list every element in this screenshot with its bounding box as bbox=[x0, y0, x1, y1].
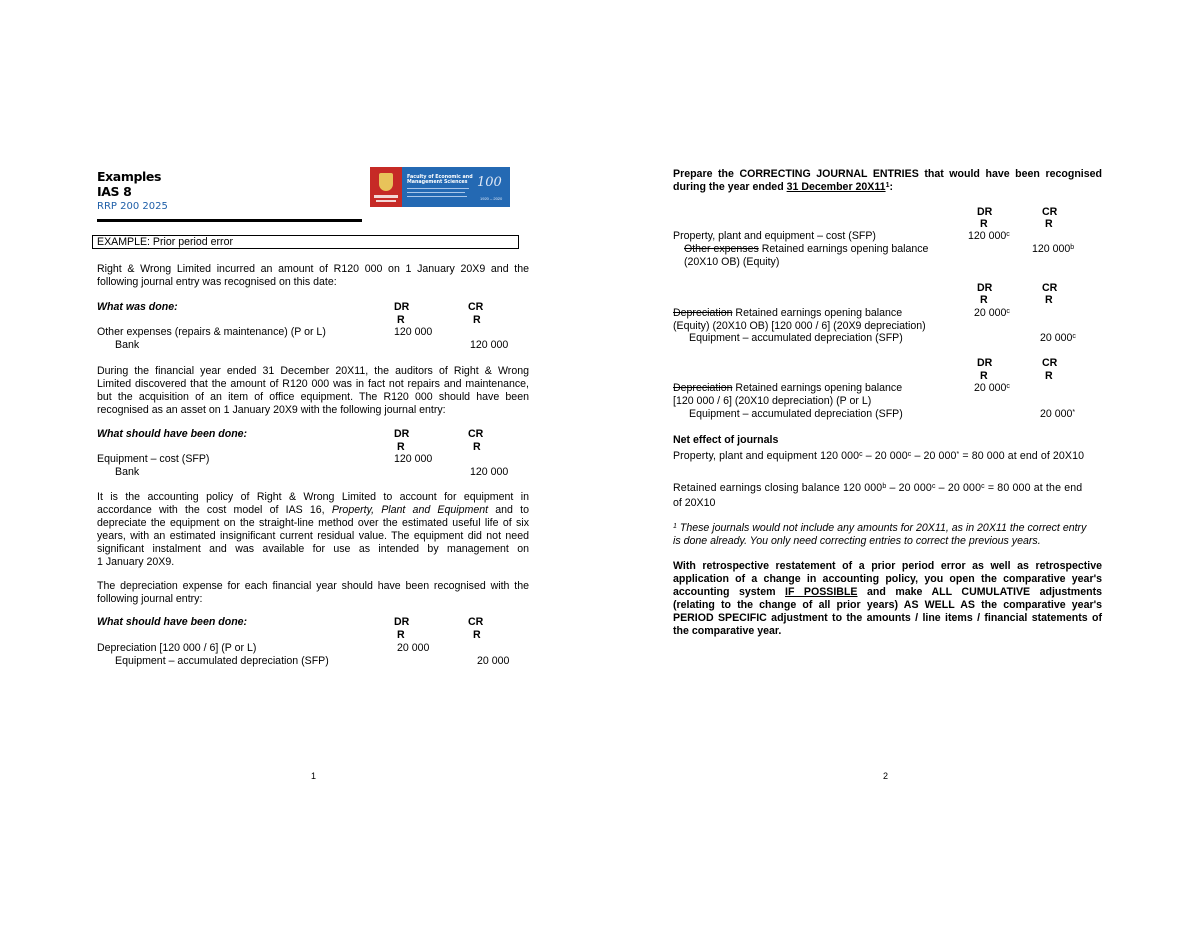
page-number: 2 bbox=[883, 771, 889, 781]
cr-header: CR bbox=[468, 616, 484, 628]
dr-r: R bbox=[397, 314, 405, 326]
header-rule bbox=[97, 219, 362, 222]
credit-account: Bank bbox=[115, 339, 140, 351]
module-code: RRP 200 2025 bbox=[97, 201, 168, 212]
j3-debit-account: Depreciation Retained earnings opening balance bbox=[673, 382, 903, 394]
dr-header: DR bbox=[394, 301, 410, 313]
j3-credit-amount: 20 000* bbox=[1040, 408, 1076, 420]
credit-amount: 120 000 bbox=[470, 339, 509, 351]
dr-r: R bbox=[980, 294, 988, 306]
j2-debit-account-cont: (Equity) (20X10 OB) [120 000 / 6] (20X9 depreciation) bbox=[673, 320, 926, 332]
cr-r: R bbox=[1045, 218, 1053, 230]
dr-header: DR bbox=[977, 357, 993, 369]
page-2 bbox=[600, 0, 1200, 927]
cr-r: R bbox=[473, 314, 481, 326]
j3-credit-account: Equipment – accumulated depreciation (SFP) bbox=[689, 408, 903, 420]
cr-header: CR bbox=[1042, 357, 1058, 369]
j3-debit-account-cont: [120 000 / 6] (20X10 depreciation) (P or L) bbox=[673, 395, 872, 407]
dr-r: R bbox=[397, 629, 405, 641]
during-paragraph: During the financial year ended 31 December 20X11, the auditors of Right & Wrong Limited discovered that the amount of R120 000 was in fact not repairs and maintenance, but the acquisition of an item of office equipment. The R120 000 should have been recognised as an asset on 1 January 20X9 with the following journal entry: bbox=[97, 365, 529, 416]
doc-subtitle: IAS 8 bbox=[97, 184, 132, 199]
footnote: $^1$ These journals would not include any amounts for 20X11, as in 20X11 the correct entry bbox=[673, 522, 1087, 534]
j1-credit-account-cont: (20X10 OB) (Equity) bbox=[684, 256, 780, 268]
depreciation-paragraph: The depreciation expense for each financial year should have been recognised with the following journal entry: bbox=[97, 580, 529, 605]
cr-header: CR bbox=[468, 428, 484, 440]
dr-header: DR bbox=[394, 428, 410, 440]
net-effect-heading: Net effect of journals bbox=[673, 434, 779, 446]
cr-r: R bbox=[473, 629, 481, 641]
j1-debit-account: Property, plant and equipment – cost (SFP) bbox=[673, 230, 876, 242]
policy-paragraph: It is the accounting policy of Right & Wrong Limited to account for equipment in accordance with the cost model of IAS 16, Property, Plant and Equipment and to depreciate the equipment on the straight-line method over the estimated useful life of six years, with an estimated insignificant current residual value. The equipment did not need significant instalment and was available for use as intended by management on 1 January 20X9. bbox=[97, 491, 529, 568]
credit-account: Bank bbox=[115, 466, 140, 478]
dr-r: R bbox=[980, 218, 988, 230]
cr-header: CR bbox=[1042, 206, 1058, 218]
dr-header: DR bbox=[394, 616, 410, 628]
j2-credit-account: Equipment – accumulated depreciation (SFP) bbox=[689, 332, 903, 344]
j1-credit-amount: 120 000$^b$ bbox=[1032, 243, 1075, 255]
cr-header: CR bbox=[1042, 282, 1058, 294]
cr-r: R bbox=[473, 441, 481, 453]
debit-account: Depreciation [120 000 / 6] (P or L) bbox=[97, 642, 257, 654]
cr-r: R bbox=[1045, 294, 1053, 306]
j1-credit-account: Other expenses Retained earnings opening balance bbox=[684, 243, 929, 255]
dr-r: R bbox=[397, 441, 405, 453]
crest-icon bbox=[379, 173, 393, 191]
footnote-cont: is done already. You only need correcting entries to correct the previous years. bbox=[673, 535, 1041, 547]
net-re-line-cont: of 20X10 bbox=[673, 497, 716, 509]
should-heading: What should have been done: bbox=[97, 428, 248, 440]
j2-debit-account: Depreciation Retained earnings opening balance bbox=[673, 307, 903, 319]
intro-paragraph: Right & Wrong Limited incurred an amount of R120 000 on 1 January 20X9 and the following journal entry was recognised on this date: bbox=[97, 263, 529, 288]
credit-account: Equipment – accumulated depreciation (SFP) bbox=[115, 655, 329, 667]
dep-heading: What should have been done: bbox=[97, 616, 248, 628]
debit-amount: 120 000 bbox=[394, 326, 433, 338]
cr-header: CR bbox=[468, 301, 484, 313]
cr-r: R bbox=[1045, 370, 1053, 382]
credit-amount: 120 000 bbox=[470, 466, 509, 478]
page-number: 1 bbox=[311, 771, 317, 781]
j2-credit-amount: 20 000$^c$ bbox=[1040, 332, 1076, 344]
correcting-intro: Prepare the CORRECTING JOURNAL ENTRIES that would have been recognised during the year ended 31 December $20X11^1$: bbox=[673, 168, 1102, 193]
example-box: EXAMPLE: Prior period error bbox=[92, 235, 519, 249]
debit-amount: 20 000 bbox=[397, 642, 430, 654]
closing-paragraph: With retrospective restatement of a prior period error as well as retrospective application of a change in accounting policy, you open the comparative year's accounting system IF POSSIBLE and make ALL CUMULATIVE adjustments (relating to the change of all prior years) AS WELL AS the comparative year's PERIOD SPECIFIC adjustment to the amounts / line items / financial statements of the comparative year. bbox=[673, 560, 1102, 637]
net-ppe-line: Property, plant and equipment 120 000$^c$ – 20 000$^c$ – 20 000* = 80 000 at end of 20X10 bbox=[673, 450, 1085, 462]
j3-debit-amount: 20 000$^c$ bbox=[974, 382, 1010, 394]
debit-account: Other expenses (repairs & maintenance) (P or L) bbox=[97, 326, 326, 338]
dr-header: DR bbox=[977, 282, 993, 294]
net-re-line: Retained earnings closing balance 120 000$^b$ – 20 000$^c$ – 20 $000^c = 80$ 000 at the end bbox=[673, 482, 1083, 494]
university-logo: Faculty of Economic and Management Sciences 100 1920 – 2020 bbox=[370, 167, 510, 207]
doc-title: Examples bbox=[97, 169, 162, 184]
debit-amount: 120 000 bbox=[394, 453, 433, 465]
debit-account: Equipment – cost (SFP) bbox=[97, 453, 210, 465]
credit-amount: 20 000 bbox=[477, 655, 510, 667]
what-was-done-heading: What was done: bbox=[97, 301, 178, 313]
j1-debit-amount: 120 000$^c$ bbox=[968, 230, 1010, 242]
j2-debit-amount: 20 000$^c$ bbox=[974, 307, 1010, 319]
dr-header: DR bbox=[977, 206, 993, 218]
dr-r: R bbox=[980, 370, 988, 382]
